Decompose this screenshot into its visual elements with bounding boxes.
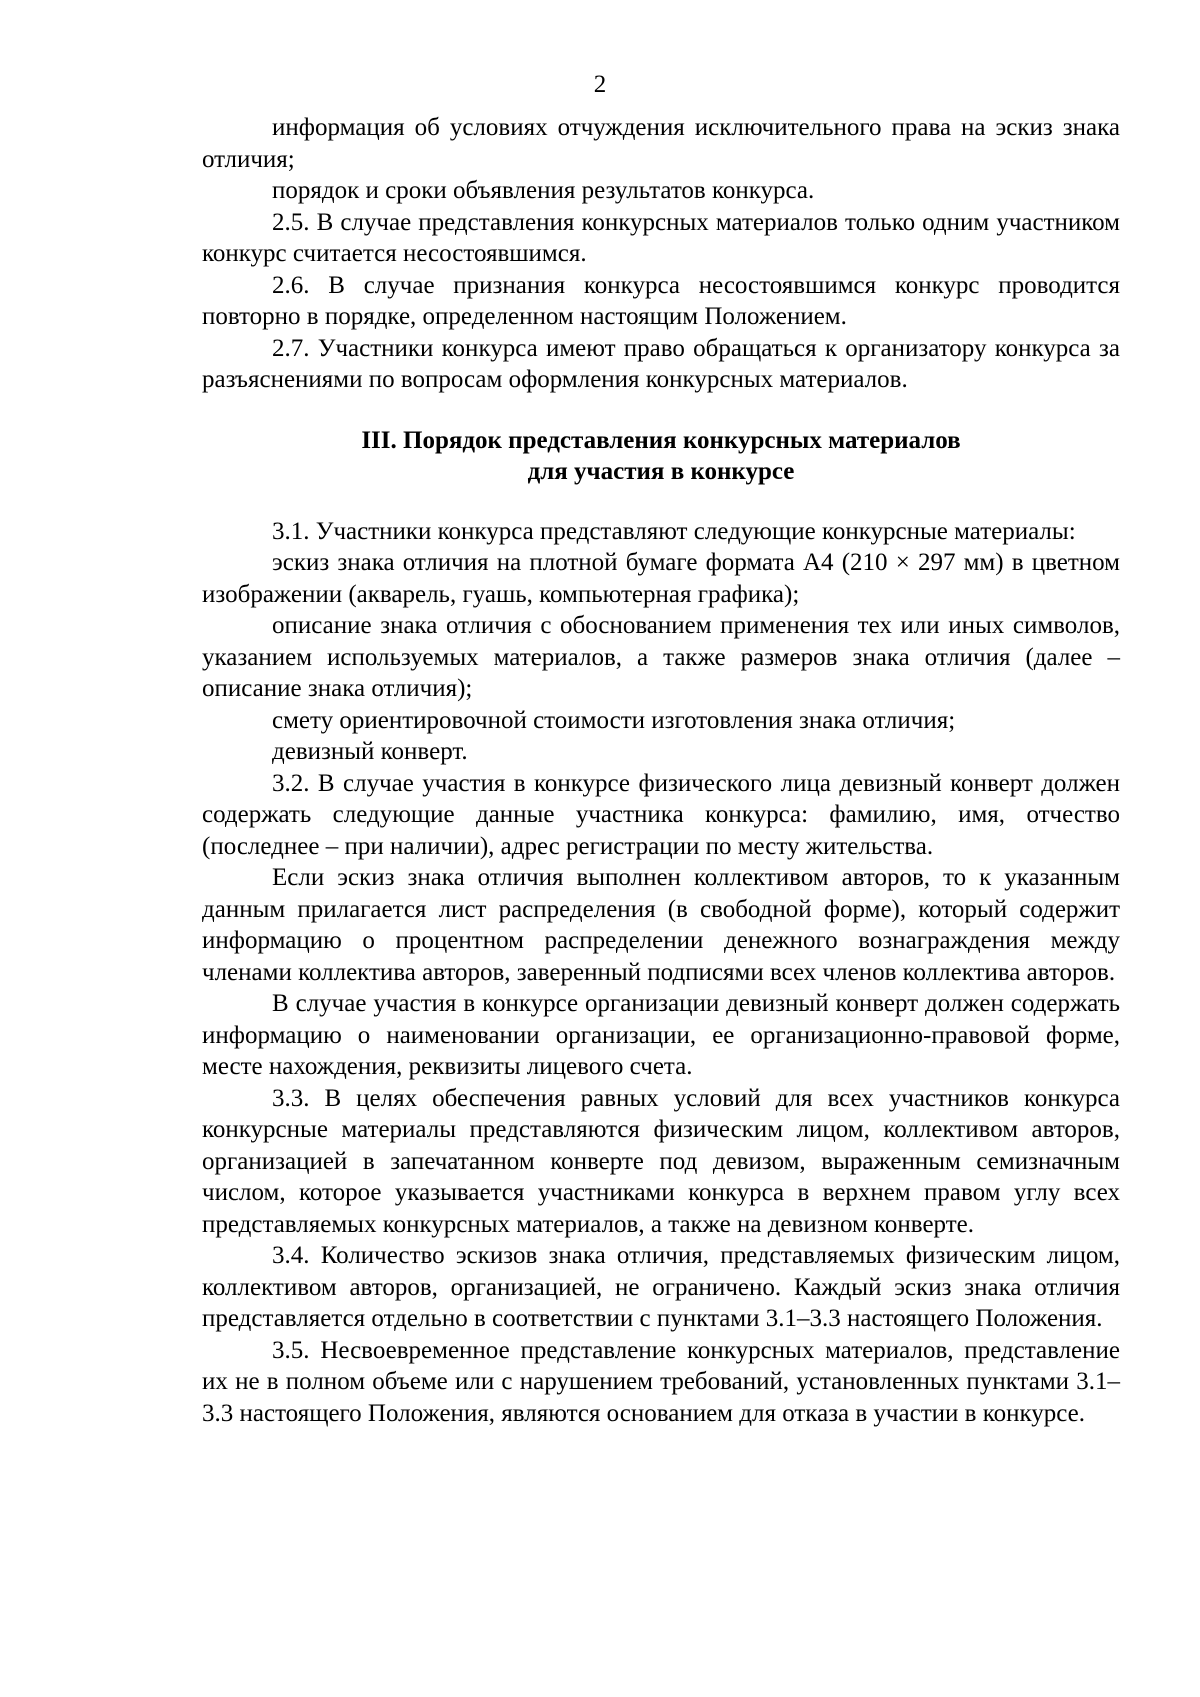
paragraph-3-2: 3.2. В случае участия в конкурсе физического лица девизный конверт должен содержать следующие данные участника конкурса: фамилию, имя, отчество (последнее – при наличии), адрес регистрации по месту жительства. <box>202 769 1120 860</box>
document-body <box>202 112 1120 1429</box>
list-item: девизный конверт. <box>272 738 468 765</box>
paragraph-3-3: 3.3. В целях обеспечения равных условий для всех участников конкурса конкурсные материалы представляются физическим лицом, коллективом авторов, организацией в запечатанном конверте под девизом, выраженным семизначным числом, которое указывается участниками конкурса в верхнем правом углу всех представляемых конкурсных материалов, а также на девизном конверте. <box>202 1084 1120 1238</box>
paragraph: порядок и сроки объявления результатов конкурса. <box>272 177 815 204</box>
paragraph-3-1: 3.1. Участники конкурса представляют следующие конкурсные материалы: <box>272 517 1076 545</box>
paragraph: информация об условиях отчуждения исключительного права на эскиз знака отличия; <box>202 114 1120 173</box>
paragraph: Если эскиз знака отличия выполнен коллективом авторов, то к указанным данным прилагается лист распределения (в свободной форме), который содержит информацию о процентном распределении денежного вознаграждения между членами коллектива авторов, заверенный подписями всех членов коллектива авторов. <box>202 864 1120 986</box>
list-item: эскиз знака отличия на плотной бумаге формата А4 (210 × 297 мм) в цветном изображении (акварель, гуашь, компьютерная графика); <box>202 549 1120 608</box>
paragraph-2-6: 2.6. В случае признания конкурса несостоявшимся конкурс проводится повторно в порядке, определенном настоящим Положением. <box>202 271 1120 330</box>
paragraph: В случае участия в конкурсе организации девизный конверт должен содержать информацию о наименовании организации, ее организационно-правовой форме, месте нахождения, реквизиты лицевого счета. <box>202 990 1120 1080</box>
paragraph-3-5: 3.5. Несвоевременное представление конкурсных материалов, представление их не в полном объеме или с нарушением требований, установленных пунктами 3.1–3.3 настоящего Положения, являются основанием для отказа в участии в конкурсе. <box>202 1336 1120 1427</box>
paragraph-2-7: 2.7. Участники конкурса имеют право обращаться к организатору конкурса за разъяснениями по вопросам оформления конкурсных материалов. <box>202 334 1120 393</box>
section-heading-line-2: для участия в конкурсе <box>527 458 795 485</box>
list-item: описание знака отличия с обоснованием применения тех или иных символов, указанием используемых материалов, а также размеров знака отличия (далее – описание знака отличия); <box>202 612 1120 702</box>
paragraph-3-4: 3.4. Количество эскизов знака отличия, представляемых физическим лицом, коллективом авторов, организацией, не ограничено. Каждый эскиз знака отличия представляется отдельно в соответствии с пунктами 3.1–3.3 настоящего Положения. <box>202 1242 1120 1332</box>
section-heading <box>202 425 1120 488</box>
paragraph-2-5: 2.5. В случае представления конкурсных материалов только одним участником конкурс считается несостоявшимся. <box>202 208 1120 267</box>
list-item: смету ориентировочной стоимости изготовления знака отличия; <box>272 706 956 734</box>
page-number: 2 <box>593 71 607 98</box>
section-heading-line-1: III. Порядок представления конкурсных материалов <box>361 426 961 454</box>
